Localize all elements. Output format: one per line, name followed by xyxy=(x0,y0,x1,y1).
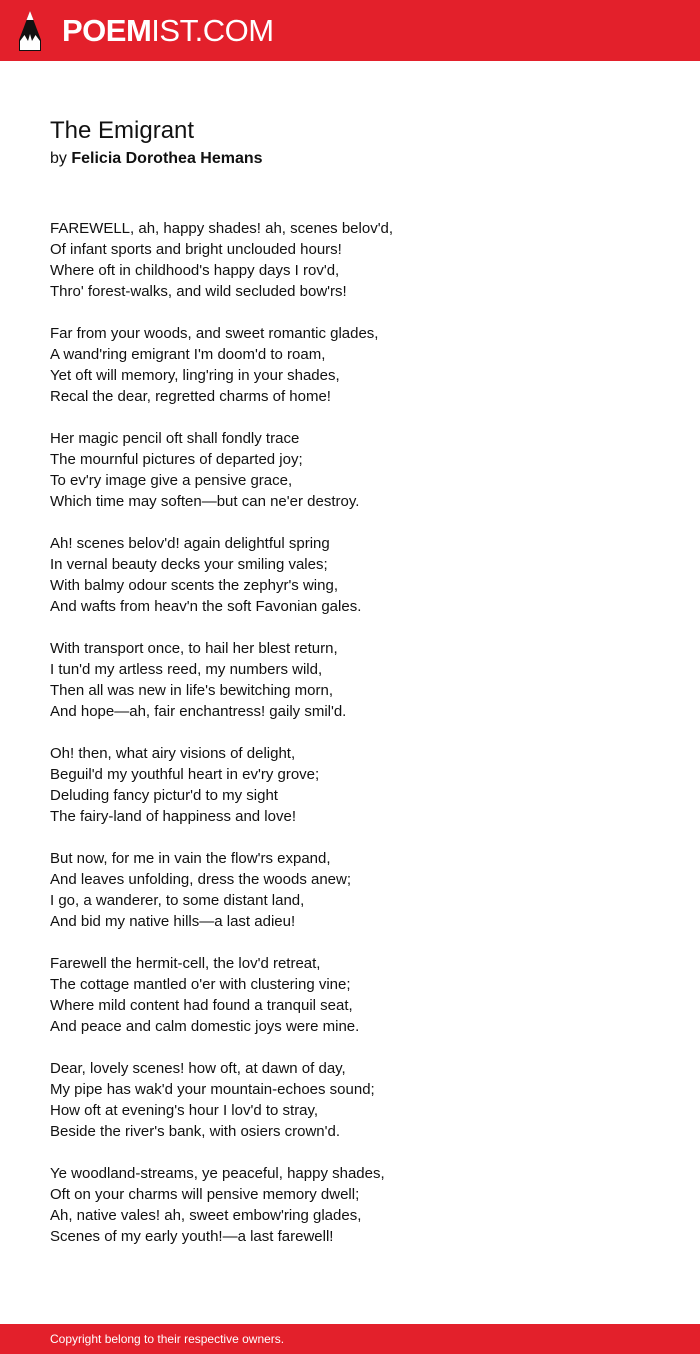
poem-stanza xyxy=(50,218,650,302)
poem-line: Of infant sports and bright unclouded hours! xyxy=(50,241,342,258)
poem-line: Farewell the hermit-cell, the lov'd retreat, xyxy=(50,955,321,972)
poem-line: Ah! scenes belov'd! again delightful spring xyxy=(50,535,330,552)
poem-line: In vernal beauty decks your smiling vales; xyxy=(50,556,328,573)
poem-author: Felicia Dorothea Hemans xyxy=(71,150,263,167)
poem-line: With transport once, to hail her blest return, xyxy=(50,640,338,657)
poem-line: I go, a wanderer, to some distant land, xyxy=(50,892,305,909)
poem-line: Ah, native vales! ah, sweet embow'ring glades, xyxy=(50,1207,362,1224)
pencil-tip-icon[interactable] xyxy=(17,10,43,52)
poem-line: How oft at evening's hour I lov'd to stray, xyxy=(50,1102,319,1119)
poem-line: Her magic pencil oft shall fondly trace xyxy=(50,430,300,447)
poem-line: Oh! then, what airy visions of delight, xyxy=(50,745,296,762)
poem-line: Then all was new in life's bewitching morn, xyxy=(50,682,333,699)
poem-line: And peace and calm domestic joys were mine. xyxy=(50,1018,360,1035)
poem-line: Oft on your charms will pensive memory dwell; xyxy=(50,1186,360,1203)
poem-line: Which time may soften—but can ne'er destroy. xyxy=(50,493,360,510)
poem-line: Scenes of my early youth!—a last farewell! xyxy=(50,1228,334,1245)
site-logo[interactable] xyxy=(62,12,274,50)
poem-stanza xyxy=(50,533,650,617)
poem-line: A wand'ring emigrant I'm doom'd to roam, xyxy=(50,346,326,363)
poem-line: And wafts from heav'n the soft Favonian gales. xyxy=(50,598,362,615)
poem-line: Ye woodland-streams, ye peaceful, happy shades, xyxy=(50,1165,385,1182)
poem-line: And bid my native hills—a last adieu! xyxy=(50,913,296,930)
poem-line: Where mild content had found a tranquil seat, xyxy=(50,997,353,1014)
poem-line: Dear, lovely scenes! how oft, at dawn of day, xyxy=(50,1060,346,1077)
poem-line: But now, for me in vain the flow'rs expand, xyxy=(50,850,331,867)
poem-stanza xyxy=(50,848,650,932)
poem-stanza xyxy=(50,1058,650,1142)
poem-line: And hope—ah, fair enchantress! gaily smil'd. xyxy=(50,703,347,720)
poem-line: I tun'd my artless reed, my numbers wild, xyxy=(50,661,323,678)
site-header xyxy=(0,0,700,61)
poem-byline xyxy=(50,148,263,170)
poem-title: The Emigrant xyxy=(50,117,195,144)
poem-line: My pipe has wak'd your mountain-echoes sound; xyxy=(50,1081,375,1098)
poem-line: Where oft in childhood's happy days I rov'd, xyxy=(50,262,340,279)
poem-stanza xyxy=(50,638,650,722)
poem-line: And leaves unfolding, dress the woods anew; xyxy=(50,871,352,888)
poem-line: The mournful pictures of departed joy; xyxy=(50,451,303,468)
poem-stanza xyxy=(50,323,650,407)
poem-body xyxy=(50,218,650,1268)
poem-line: The fairy-land of happiness and love! xyxy=(50,808,296,825)
poem-line: FAREWELL, ah, happy shades! ah, scenes belov'd, xyxy=(50,220,394,237)
poem-stanza xyxy=(50,428,650,512)
poem-line: To ev'ry image give a pensive grace, xyxy=(50,472,293,489)
poem-line: Beguil'd my youthful heart in ev'ry grove; xyxy=(50,766,320,783)
poem-line: Beside the river's bank, with osiers crown'd. xyxy=(50,1123,341,1140)
poem-line: The cottage mantled o'er with clustering vine; xyxy=(50,976,351,993)
poem-line: Thro' forest-walks, and wild secluded bow'rs! xyxy=(50,283,347,300)
poem-line: With balmy odour scents the zephyr's wing, xyxy=(50,577,338,594)
poem-line: Far from your woods, and sweet romantic glades, xyxy=(50,325,379,342)
poem-line: Yet oft will memory, ling'ring in your shades, xyxy=(50,367,340,384)
copyright-text: Copyright belong to their respective owners. xyxy=(50,1332,285,1346)
logo-bold-text: POEM xyxy=(62,13,152,48)
poem-stanza xyxy=(50,1163,650,1247)
poem-line: Deluding fancy pictur'd to my sight xyxy=(50,787,278,804)
poem-line: Recal the dear, regretted charms of home! xyxy=(50,388,331,405)
by-label: by xyxy=(50,150,67,167)
poem-stanza xyxy=(50,953,650,1037)
logo-light-text: IST.COM xyxy=(151,13,274,48)
site-footer xyxy=(0,1324,700,1354)
poem-stanza xyxy=(50,743,650,827)
